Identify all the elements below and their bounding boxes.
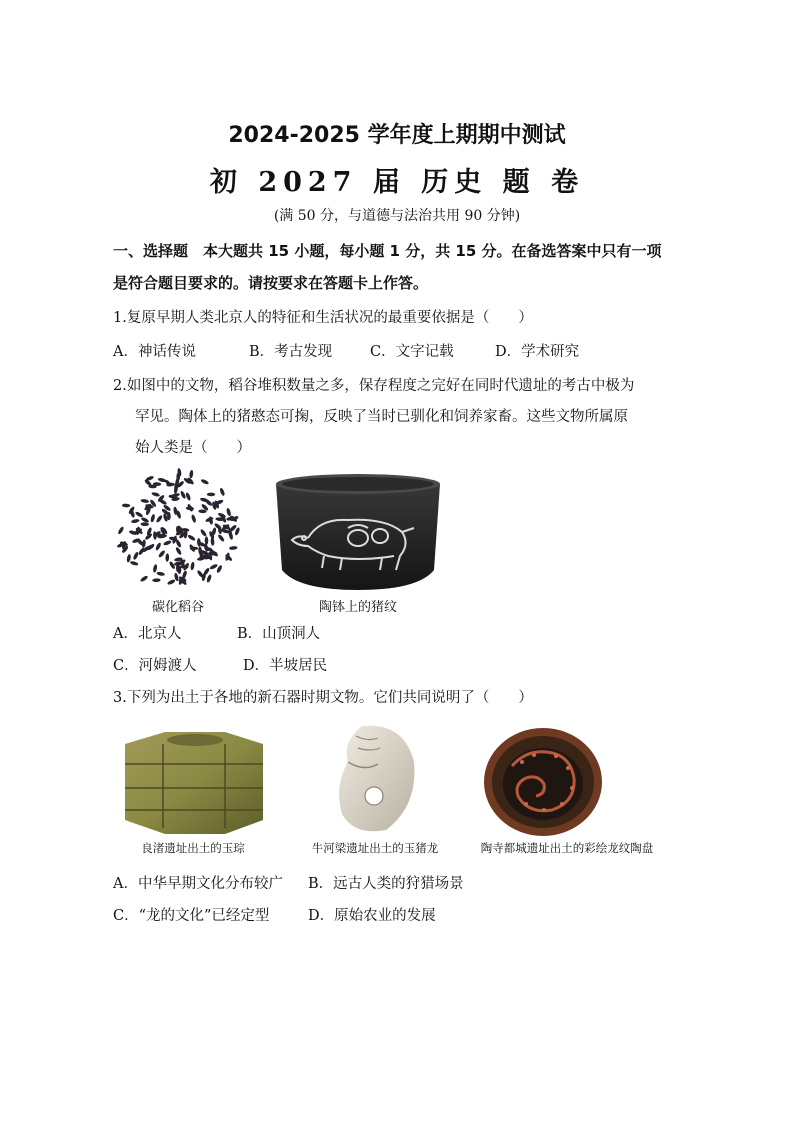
rice-grain [140, 575, 149, 583]
q2-caption-rice: 碳化稻谷 [151, 600, 204, 615]
rice-grain [155, 542, 162, 551]
jade-cong-image [115, 728, 270, 838]
rice-grain [229, 546, 238, 550]
rice-grain [191, 514, 197, 523]
q2-option-c: C．河姆渡人 [113, 658, 197, 674]
rice-grain [190, 562, 195, 571]
exam-title: 2024-2025 学年度上期期中测试 [228, 123, 566, 148]
rice-grain [167, 579, 176, 586]
rice-grain [185, 492, 191, 501]
rice-grain [151, 492, 160, 498]
rice-grain [131, 519, 140, 524]
rice-grain [157, 477, 166, 483]
rice-grain [158, 550, 166, 559]
q3-option-c: C．“龙的文化”已经定型 [113, 908, 270, 924]
q3-option-a: A．中华早期文化分布较广 [113, 876, 283, 892]
rice-grain [209, 563, 218, 570]
rice-grain [155, 514, 163, 523]
q2-stem-line2: 罕见。陶体上的猪憨态可掬，反映了当时已驯化和饲养家畜。这些文物所属原 [135, 409, 628, 425]
q1-stem: 1.复原早期人类北京人的特征和生活状况的最重要依据是（ ） [113, 310, 533, 326]
rice-grain [152, 578, 161, 582]
rice-grain [226, 508, 232, 517]
q2-caption-bowl: 陶钵上的猪纹 [318, 600, 397, 615]
rice-grain [200, 478, 209, 485]
jade-pig-dragon-image [334, 722, 418, 836]
q2-option-d: D．半坡居民 [243, 658, 328, 674]
q2-stem-line1: 2.如图中的文物，稻谷堆积数量之多，保存程度之完好在同时代遗址的考古中极为 [113, 378, 635, 394]
rice-grain [219, 487, 225, 496]
rice-grain [122, 503, 131, 507]
q3-caption-plate: 陶寺都城遗址出土的彩绘龙纹陶盘 [480, 841, 654, 855]
rice-grain [189, 470, 194, 479]
q2-option-a: A．北京人 [113, 626, 182, 642]
section-heading-line2: 是符合题目要求的。请按要求在答题卡上作答。 [113, 274, 429, 292]
rice-grain [210, 537, 214, 546]
rice-grain [200, 551, 204, 559]
rice-grain [130, 560, 139, 566]
carbonized-rice-image [112, 466, 244, 596]
rice-grain [141, 522, 150, 526]
pig-pattern-bowl-image [268, 470, 448, 592]
rice-grain [135, 511, 144, 518]
rice-grain [163, 540, 172, 546]
painted-dragon-plate-image [482, 726, 604, 838]
exam-note: (满 50 分，与道德与法治共用 90 分钟) [273, 208, 521, 224]
rice-grain [217, 534, 225, 543]
q1-option-c: C．文字记载 [370, 344, 454, 360]
rice-grain [156, 571, 165, 576]
exam-subtitle: 初 2027 届 历史 题 卷 [209, 167, 585, 198]
rice-grain [175, 546, 183, 555]
section-heading-line1: 一、选择题 本大题共 15 小题，每小题 1 分，共 15 分。在备选答案中只有一项 [113, 242, 662, 260]
rice-grain [187, 534, 196, 542]
q1-option-b: B．考古发现 [249, 344, 333, 360]
rice-grain [117, 526, 125, 535]
rice-grain [180, 490, 187, 499]
q3-caption-cong: 良渚遗址出土的玉琮 [141, 841, 245, 855]
q3-stem: 3.下列为出土于各地的新石器时期文物。它们共同说明了（ ） [113, 690, 533, 706]
rice-grain [200, 528, 208, 537]
q3-option-b: B．远古人类的狩猎场景 [308, 876, 464, 892]
rice-grain [142, 539, 147, 548]
rice-grain [165, 553, 169, 562]
q3-caption-pig-dragon: 牛河梁遗址出土的玉猪龙 [311, 841, 439, 855]
q2-stem-line3: 始人类是（ ） [135, 440, 251, 456]
q2-option-b: B．山顶洞人 [237, 626, 321, 642]
rice-grain [140, 499, 149, 504]
rice-grain [152, 564, 157, 573]
q1-option-a: A．神话传说 [113, 344, 196, 360]
q1-option-d: D．学术研究 [495, 344, 580, 360]
rice-grain [207, 493, 215, 497]
q3-option-d: D．原始农业的发展 [308, 908, 436, 924]
rice-grain [132, 551, 139, 560]
rice-grain [126, 554, 131, 563]
rice-grain [150, 514, 156, 523]
rice-grain [206, 574, 212, 583]
